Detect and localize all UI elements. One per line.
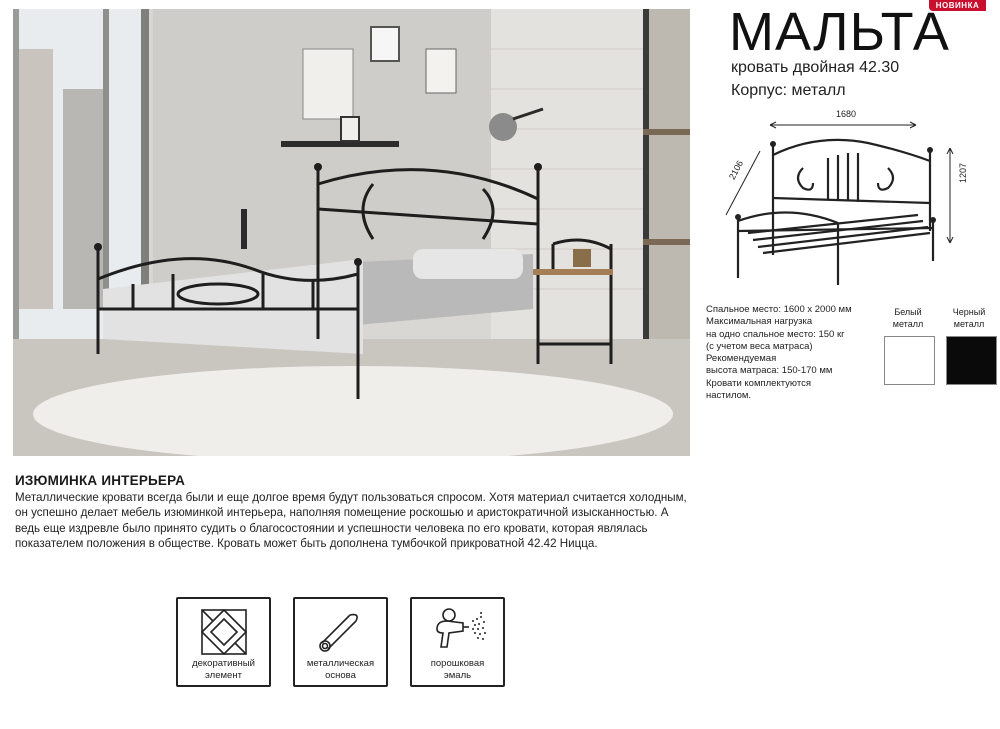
color-label-line: Белый (894, 307, 922, 317)
feature-label-line: декоративный (192, 658, 255, 669)
specifications (706, 304, 881, 402)
feature-label-line: основа (325, 670, 356, 681)
width-dimension: 1680 (836, 109, 857, 119)
decorative-element-icon (199, 607, 249, 657)
color-label-black (939, 306, 999, 330)
bed-line-drawing (718, 103, 980, 293)
body-material: Корпус: металл (731, 82, 846, 99)
metal-pipe-icon (316, 607, 366, 657)
new-badge: НОВИНКА (929, 0, 986, 11)
color-label-line: металл (953, 319, 985, 329)
spec-line: Кровати комплектуются (706, 377, 811, 389)
spray-gun-icon (433, 607, 489, 657)
feature-label-line: эмаль (443, 670, 472, 681)
feature-label (295, 658, 386, 682)
color-label-line: металл (892, 319, 924, 329)
feature-decorative (176, 597, 271, 687)
color-label-white (878, 306, 938, 330)
feature-label (178, 658, 269, 682)
length-dimension: 2106 (726, 158, 746, 182)
feature-metal-base (293, 597, 388, 687)
color-swatch-white[interactable] (884, 336, 935, 385)
feature-label-line: металлическая (306, 658, 375, 669)
color-swatch-black[interactable] (946, 336, 997, 385)
feature-label (412, 658, 503, 682)
color-label-line: Черный (952, 307, 986, 317)
dimension-drawing (718, 103, 980, 293)
spec-line: Рекомендуемая (706, 353, 777, 365)
article-text: Металлические кровати всегда были и еще долгое время будут пользоваться спросом. Хотя материал считается холодным, он успешно делает мебель изюминкой интерьера, наполняя помещение роскошью и аристократичной изысканностью. А ведь еще издревле было принято судить о благосостоянии и успешности человека по его кровати, которая являлась показателем положения в обществе. Кровать может быть дополнена тумбочкой прикроватной 42.42 Ницца. (15, 491, 687, 550)
product-title: МАЛЬТА (729, 2, 950, 62)
article-title: ИЗЮМИНКА ИНТЕРЬЕРА (15, 473, 186, 488)
product-photo (13, 9, 690, 456)
feature-label-line: порошковая (430, 658, 485, 669)
spec-line: Спальное место: 1600 х 2000 мм (706, 304, 852, 315)
spec-line: высота матраса: 150-170 мм (706, 365, 833, 377)
spec-line: на одно спальное место: 150 кг (706, 328, 845, 340)
feature-powder-enamel (410, 597, 505, 687)
spec-line: настилом. (706, 390, 752, 402)
spec-line: (с учетом веса матраса) (706, 340, 813, 352)
height-dimension: 1207 (958, 162, 968, 183)
spec-line: Максимальная нагрузка (706, 316, 813, 328)
product-subtitle: кровать двойная 42.30 (731, 59, 900, 76)
feature-label-line: элемент (205, 670, 242, 681)
